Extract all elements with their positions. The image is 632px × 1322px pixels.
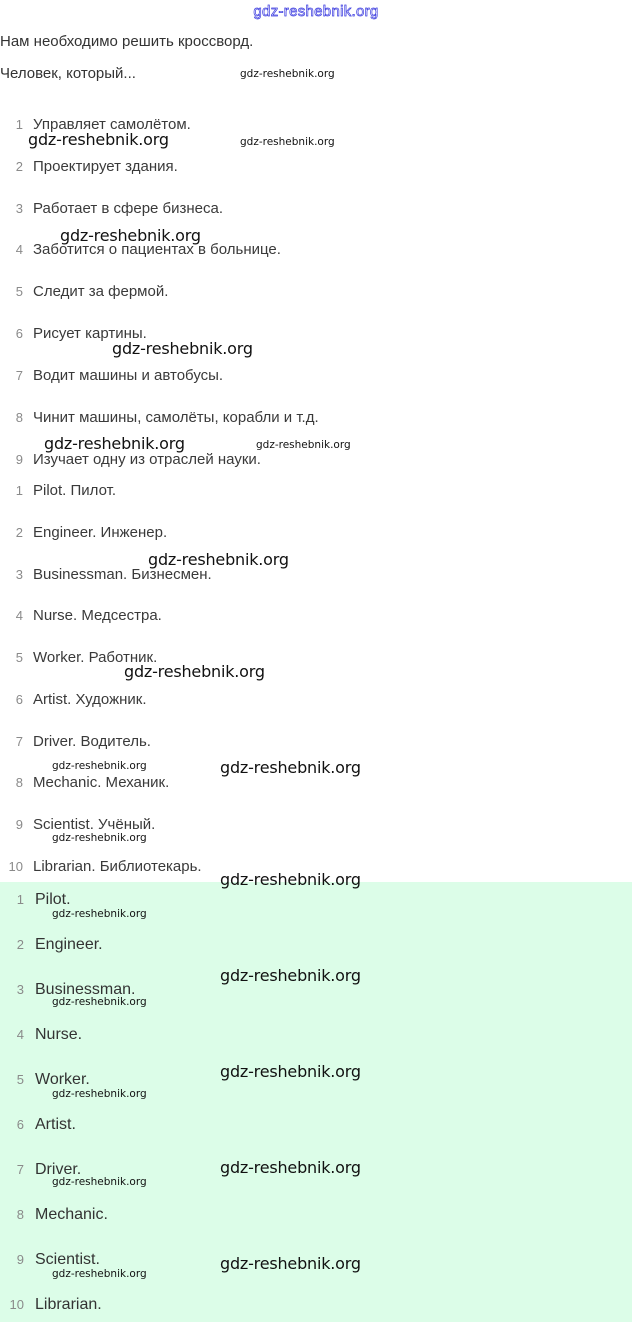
item-text: Управляет самолётом. [33,116,191,133]
answer-text: Pilot. [35,891,71,908]
watermark: gdz-reshebnik.org [220,1158,361,1177]
item-text: Проектирует здания. [33,158,178,175]
list-item [0,403,632,433]
list-item [0,194,632,224]
item-number: 3 [16,982,24,997]
list-item [0,685,632,715]
item-text: Nurse. Медсестра. [33,607,162,624]
item-number: 4 [15,242,23,257]
item-number: 10 [8,859,23,874]
watermark: gdz-reshebnik.org [52,996,147,1008]
watermark: gdz-reshebnik.org [52,760,147,772]
item-text: Engineer. Инженер. [33,524,168,541]
item-number: 5 [15,650,23,665]
answer-text: Worker. [35,1071,90,1088]
list-item [0,643,632,673]
watermark: gdz-reshebnik.org [52,1268,147,1280]
list-item [0,319,632,349]
list-item [0,152,632,182]
item-text: Librarian. Библиотекарь. [33,858,202,875]
answer-item [0,1020,632,1050]
watermark: gdz-reshebnik.org [52,832,147,844]
watermark: gdz-reshebnik.org [240,68,335,80]
answer-text: Driver. [35,1161,82,1178]
list-item [0,361,632,391]
item-number: 1 [15,117,23,132]
item-number: 2 [15,525,23,540]
watermark: gdz-reshebnik.org [220,966,361,985]
answer-item [0,1200,632,1230]
watermark: gdz-reshebnik.org [256,439,351,451]
answer-text: Businessman. [35,981,136,998]
item-text: Следит за фермой. [33,283,169,300]
answer-text: Librarian. [35,1296,102,1313]
answer-text: Mechanic. [35,1206,108,1223]
list-item [0,560,632,590]
item-text: Driver. Водитель. [33,733,151,750]
watermark: gdz-reshebnik.org [148,550,289,569]
item-text: Scientist. Учёный. [33,816,156,833]
answer-text: Artist. [35,1116,76,1133]
item-text: Водит машины и автобусы. [33,367,224,384]
answer-text: Nurse. [35,1026,83,1043]
item-number: 7 [16,1162,24,1177]
watermark: gdz-reshebnik.org [52,1088,147,1100]
item-number: 6 [16,1117,24,1132]
item-text: Mechanic. Механик. [33,774,170,791]
item-number: 2 [15,159,23,174]
item-text: Businessman. Бизнесмен. [33,566,212,583]
item-number: 5 [16,1072,24,1087]
header-watermark: gdz-reshebnik.org [253,3,379,20]
list-item [0,727,632,757]
watermark: gdz-reshebnik.org [220,758,361,777]
watermark: gdz-reshebnik.org [28,130,169,149]
item-text: Чинит машины, самолёты, корабли и т.д. [33,409,319,426]
item-number: 1 [16,892,24,907]
watermark: gdz-reshebnik.org [124,662,265,681]
item-number: 8 [15,775,23,790]
watermark: gdz-reshebnik.org [240,136,335,148]
item-number: 4 [16,1027,24,1042]
item-number: 1 [15,483,23,498]
item-number: 3 [15,567,23,582]
item-text: Artist. Художник. [33,691,147,708]
item-text: Worker. Работник. [33,649,158,666]
task-intro: Нам необходимо решить кроссворд. [0,33,254,50]
answer-text: Engineer. [35,936,103,953]
item-number: 9 [15,452,23,467]
item-text: Pilot. Пилот. [33,482,116,499]
watermark: gdz-reshebnik.org [60,226,201,245]
answer-text: Scientist. [35,1251,100,1268]
item-text: Работает в сфере бизнеса. [33,200,224,217]
item-text: Изучает одну из отраслей науки. [33,451,261,468]
clue-lead: Человек, который... [0,65,136,82]
watermark: gdz-reshebnik.org [220,1254,361,1273]
answer-item [0,1290,632,1320]
watermark: gdz-reshebnik.org [52,1176,147,1188]
watermark: gdz-reshebnik.org [220,870,361,889]
item-number: 8 [16,1207,24,1222]
item-number: 6 [15,326,23,341]
watermark: gdz-reshebnik.org [44,434,185,453]
item-number: 7 [15,368,23,383]
watermark: gdz-reshebnik.org [112,339,253,358]
watermark: gdz-reshebnik.org [52,908,147,920]
item-number: 9 [15,817,23,832]
item-number: 6 [15,692,23,707]
item-number: 9 [16,1252,24,1267]
list-item [0,476,632,506]
list-item [0,601,632,631]
answer-item [0,1110,632,1140]
item-number: 2 [16,937,24,952]
list-item [0,518,632,548]
list-item [0,277,632,307]
item-number: 8 [15,410,23,425]
item-text: Рисует картины. [33,325,147,342]
watermark: gdz-reshebnik.org [220,1062,361,1081]
item-number: 3 [15,201,23,216]
item-number: 5 [15,284,23,299]
answer-item [0,930,632,960]
item-number: 7 [15,734,23,749]
item-text: Заботится о пациентах в больнице. [33,241,281,258]
item-number: 10 [9,1297,24,1312]
item-number: 4 [15,608,23,623]
